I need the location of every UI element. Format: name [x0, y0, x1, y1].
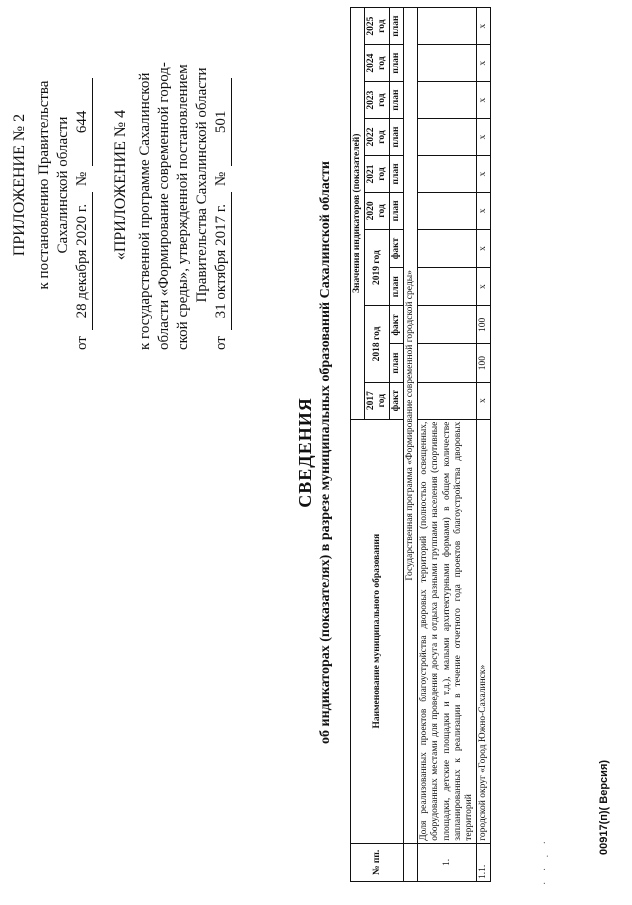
- empty-cell: [418, 45, 477, 82]
- header-year: 2017 год: [365, 382, 390, 419]
- header-year: 2021 год: [365, 155, 390, 192]
- row-num: 1.1.: [477, 843, 491, 881]
- appendix2-title: «ПРИЛОЖЕНИЕ № 4: [112, 109, 129, 261]
- appendix-date-line: [73, 20, 93, 350]
- table-header-row: [351, 8, 365, 882]
- empty-cell: [418, 192, 477, 229]
- number-label: №: [213, 171, 229, 187]
- empty-cell: [418, 119, 477, 156]
- table-row: [418, 8, 477, 882]
- appendix-number: 644: [73, 78, 93, 166]
- cell-value: x: [477, 192, 491, 229]
- document-version-code: 00917(п)( Версия): [598, 759, 610, 855]
- cell-value: 100: [477, 306, 491, 344]
- header-sub: план: [390, 8, 404, 45]
- empty-cell: [418, 82, 477, 119]
- appendix2-block: [111, 20, 232, 350]
- row-indicator-text: Доля реализованных проектов благоустройства дворовых территорий (полностью освещенных, оборудованных местами для проведения досуга и отдыха разными группами населения (спортивные площадки, детские площадки и т.д.), малыми архитектурными формами) в общем количестве запланированных к реализации в течение отчетного года проектов благоустройства дворовых территорий: [418, 419, 477, 843]
- indicators-table: [350, 7, 491, 882]
- header-year: 2023 год: [365, 82, 390, 119]
- header-sub: план: [390, 192, 404, 229]
- appendix2-line: ской среды», утвержденной постановлением: [175, 64, 191, 350]
- header-values: Значения индикаторов (показателей): [351, 8, 365, 420]
- cell-value: x: [477, 268, 491, 306]
- appendix2-line: области «Формирование современной город-: [156, 62, 172, 350]
- appendix2-number: 501: [212, 78, 232, 166]
- header-sub: факт: [390, 229, 404, 267]
- empty-cell: [418, 8, 477, 45]
- header-name: Наименование муниципального образования: [351, 419, 404, 843]
- header-year: 2020 год: [365, 192, 390, 229]
- document-title: СВЕДЕНИЯ: [295, 397, 315, 508]
- header-num: № пп.: [351, 843, 404, 881]
- appendix-block: [10, 20, 232, 350]
- empty-cell: [418, 229, 477, 267]
- appendix2-line: Правительства Сахалинской области: [194, 67, 210, 303]
- program-row: [404, 8, 418, 882]
- document-subtitle: об индикаторах (показателях) в разрезе муниципальных образований Сахалинской области: [318, 161, 333, 744]
- cell-value: x: [477, 229, 491, 267]
- appendix2-date-line: [212, 20, 232, 350]
- header-sub: план: [390, 344, 404, 382]
- empty-cell: [418, 306, 477, 344]
- appendix2-date: 31 октября 2017 г.: [212, 192, 232, 330]
- program-name: Государственная программа «Формирование современной городской среды»: [404, 8, 418, 844]
- number-label: №: [74, 171, 90, 187]
- header-sub: план: [390, 268, 404, 306]
- cell-value: x: [477, 45, 491, 82]
- scan-specks: · · . ·: [540, 837, 551, 885]
- cell-value: x: [477, 82, 491, 119]
- cell-value: 100: [477, 344, 491, 382]
- header-sub: план: [390, 82, 404, 119]
- appendix-line: к постановлению Правительства: [36, 80, 52, 290]
- row-num: 1.: [418, 843, 477, 881]
- cell-value: x: [477, 119, 491, 156]
- from-label: от: [74, 336, 90, 350]
- header-year: 2018 год: [365, 306, 390, 382]
- appendix-date: 28 декабря 2020 г.: [73, 192, 93, 330]
- from-label: от: [213, 336, 229, 350]
- spacer: [93, 20, 107, 350]
- header-sub: план: [390, 45, 404, 82]
- header-year: 2025 год: [365, 8, 390, 45]
- appendix2-line: к государственной программе Сахалинской: [137, 72, 153, 350]
- appendix-line: Сахалинской области: [55, 116, 71, 254]
- empty-cell: [404, 843, 418, 881]
- row-municipality: городской округ «Город Южно-Сахалинск»: [477, 419, 491, 843]
- header-sub: факт: [390, 306, 404, 344]
- empty-cell: [418, 344, 477, 382]
- header-sub: факт: [390, 382, 404, 419]
- header-year: 2019 год: [365, 229, 390, 305]
- header-year: 2024 год: [365, 45, 390, 82]
- cell-value: x: [477, 382, 491, 419]
- header-sub: план: [390, 155, 404, 192]
- empty-cell: [418, 268, 477, 306]
- header-sub: план: [390, 119, 404, 156]
- empty-cell: [418, 382, 477, 419]
- cell-value: x: [477, 8, 491, 45]
- header-year: 2022 год: [365, 119, 390, 156]
- empty-cell: [418, 155, 477, 192]
- table-row: [477, 8, 491, 882]
- appendix-title: ПРИЛОЖЕНИЕ № 2: [11, 113, 28, 257]
- cell-value: x: [477, 155, 491, 192]
